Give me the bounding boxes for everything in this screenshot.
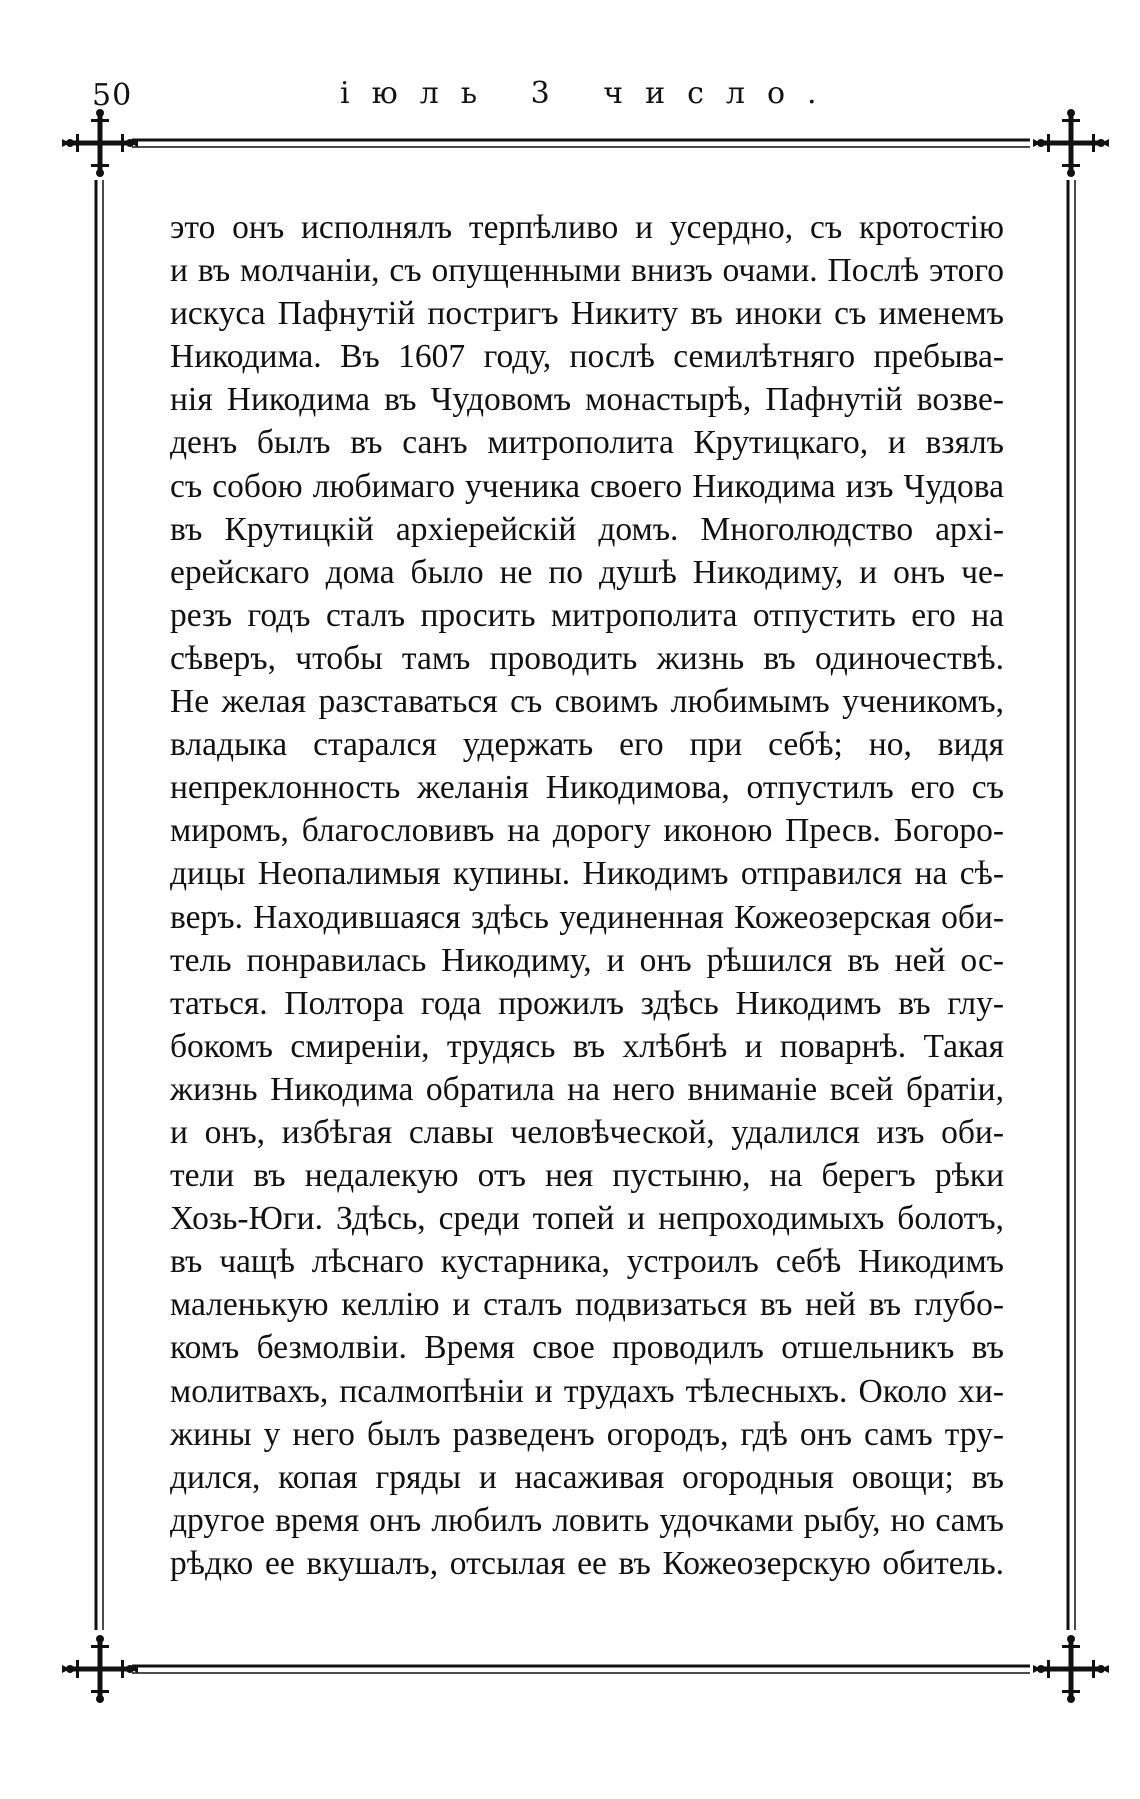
- text-line: миромъ, благословивъ на дорогу иконою Пресв. Богоро-: [170, 812, 1004, 850]
- text-line: непреклонность желанія Никодимова, отпустилъ его съ: [170, 769, 1004, 807]
- corner-ornament-top-left-icon: [62, 109, 138, 177]
- text-line: бокомъ смиреніи, трудясь въ хлѣбнѣ и поварнѣ. Такая: [170, 1027, 1004, 1065]
- text-line: тель понравилась Никодиму, и онъ рѣшился въ ней ос-: [170, 941, 1004, 979]
- text-line: искуса Пафнутій постригъ Никиту въ иноки съ именемъ: [170, 295, 1004, 333]
- text-line: маленькую келлію и сталъ подвизаться въ ней въ глубо-: [170, 1286, 1004, 1324]
- text-line: съ собою любимаго ученика своего Никодима изъ Чудова: [170, 467, 1004, 505]
- text-line: резъ годъ сталъ просить митрополита отпустить его на: [170, 596, 1004, 634]
- text-line: сѣверъ, чтобы тамъ проводить жизнь въ одиночествѣ.: [170, 639, 1004, 677]
- text-line: другое время онъ любилъ ловить удочками рыбу, но самъ: [170, 1501, 1004, 1539]
- text-line: дился, копая гряды и насаживая огородныя овощи; въ: [170, 1458, 1004, 1496]
- text-line: въ чащѣ лѣснаго кустарника, устроилъ себѣ Никодимъ: [170, 1243, 1004, 1281]
- text-line: Никодима. Въ 1607 году, послѣ семилѣтняго пребыва-: [170, 338, 1004, 376]
- text-line: жины у него былъ разведенъ огородъ, гдѣ онъ самъ тру-: [170, 1415, 1004, 1453]
- text-line: жизнь Никодима обратила на него вниманіе всей братіи,: [170, 1070, 1004, 1108]
- corner-ornament-bottom-right-icon: [1033, 1635, 1109, 1703]
- text-line: молитвахъ, псалмопѣніи и трудахъ тѣлесныхъ. Около хи-: [170, 1372, 1004, 1410]
- text-line: нія Никодима въ Чудовомъ монастырѣ, Пафнутій возве-: [170, 381, 1004, 419]
- text-line: комъ безмолвіи. Время свое проводилъ отшельникъ въ: [170, 1329, 1004, 1367]
- corner-ornament-top-right-icon: [1033, 109, 1109, 177]
- text-line: дицы Неопалимыя купины. Никодимъ отправился на сѣ-: [170, 855, 1004, 893]
- text-line: и онъ, избѣгая славы человѣческой, удалился изъ оби-: [170, 1113, 1004, 1151]
- text-line: Хозь-Юги. Здѣсь, среди топей и непроходимыхъ болотъ,: [170, 1200, 1004, 1238]
- running-title: іюль 3 число.: [340, 76, 839, 111]
- text-line: Не желая разставаться съ своимъ любимымъ ученикомъ,: [170, 683, 1004, 721]
- text-line: ерейскаго дома было не по душѣ Никодиму, и онъ че-: [170, 553, 1004, 591]
- text-line: рѣдко ее вкушалъ, отсылая ее въ Кожеозерскую обитель.: [170, 1544, 1004, 1582]
- text-line: въ Крутицкій архіерейскій домъ. Многолюдство архі-: [170, 510, 1004, 548]
- text-line: тели въ недалекую отъ нея пустыню, на берегъ рѣки: [170, 1157, 1004, 1195]
- text-line: и въ молчаніи, съ опущенными внизъ очами. Послѣ этого: [170, 252, 1004, 290]
- corner-ornament-bottom-left-icon: [62, 1635, 138, 1703]
- text-line: денъ былъ въ санъ митрополита Крутицкаго, и взялъ: [170, 424, 1004, 462]
- text-line: веръ. Находившаяся здѣсь уединенная Кожеозерская оби-: [170, 898, 1004, 936]
- body-text: [170, 206, 1004, 1585]
- page-number: 50: [92, 78, 133, 113]
- text-line: это онъ исполнялъ терпѣливо и усердно, съ кротостію: [170, 209, 1004, 246]
- text-line: таться. Полтора года прожилъ здѣсь Никодимъ въ глу-: [170, 984, 1004, 1022]
- text-line: владыка старался удержать его при себѣ; но, видя: [170, 726, 1004, 764]
